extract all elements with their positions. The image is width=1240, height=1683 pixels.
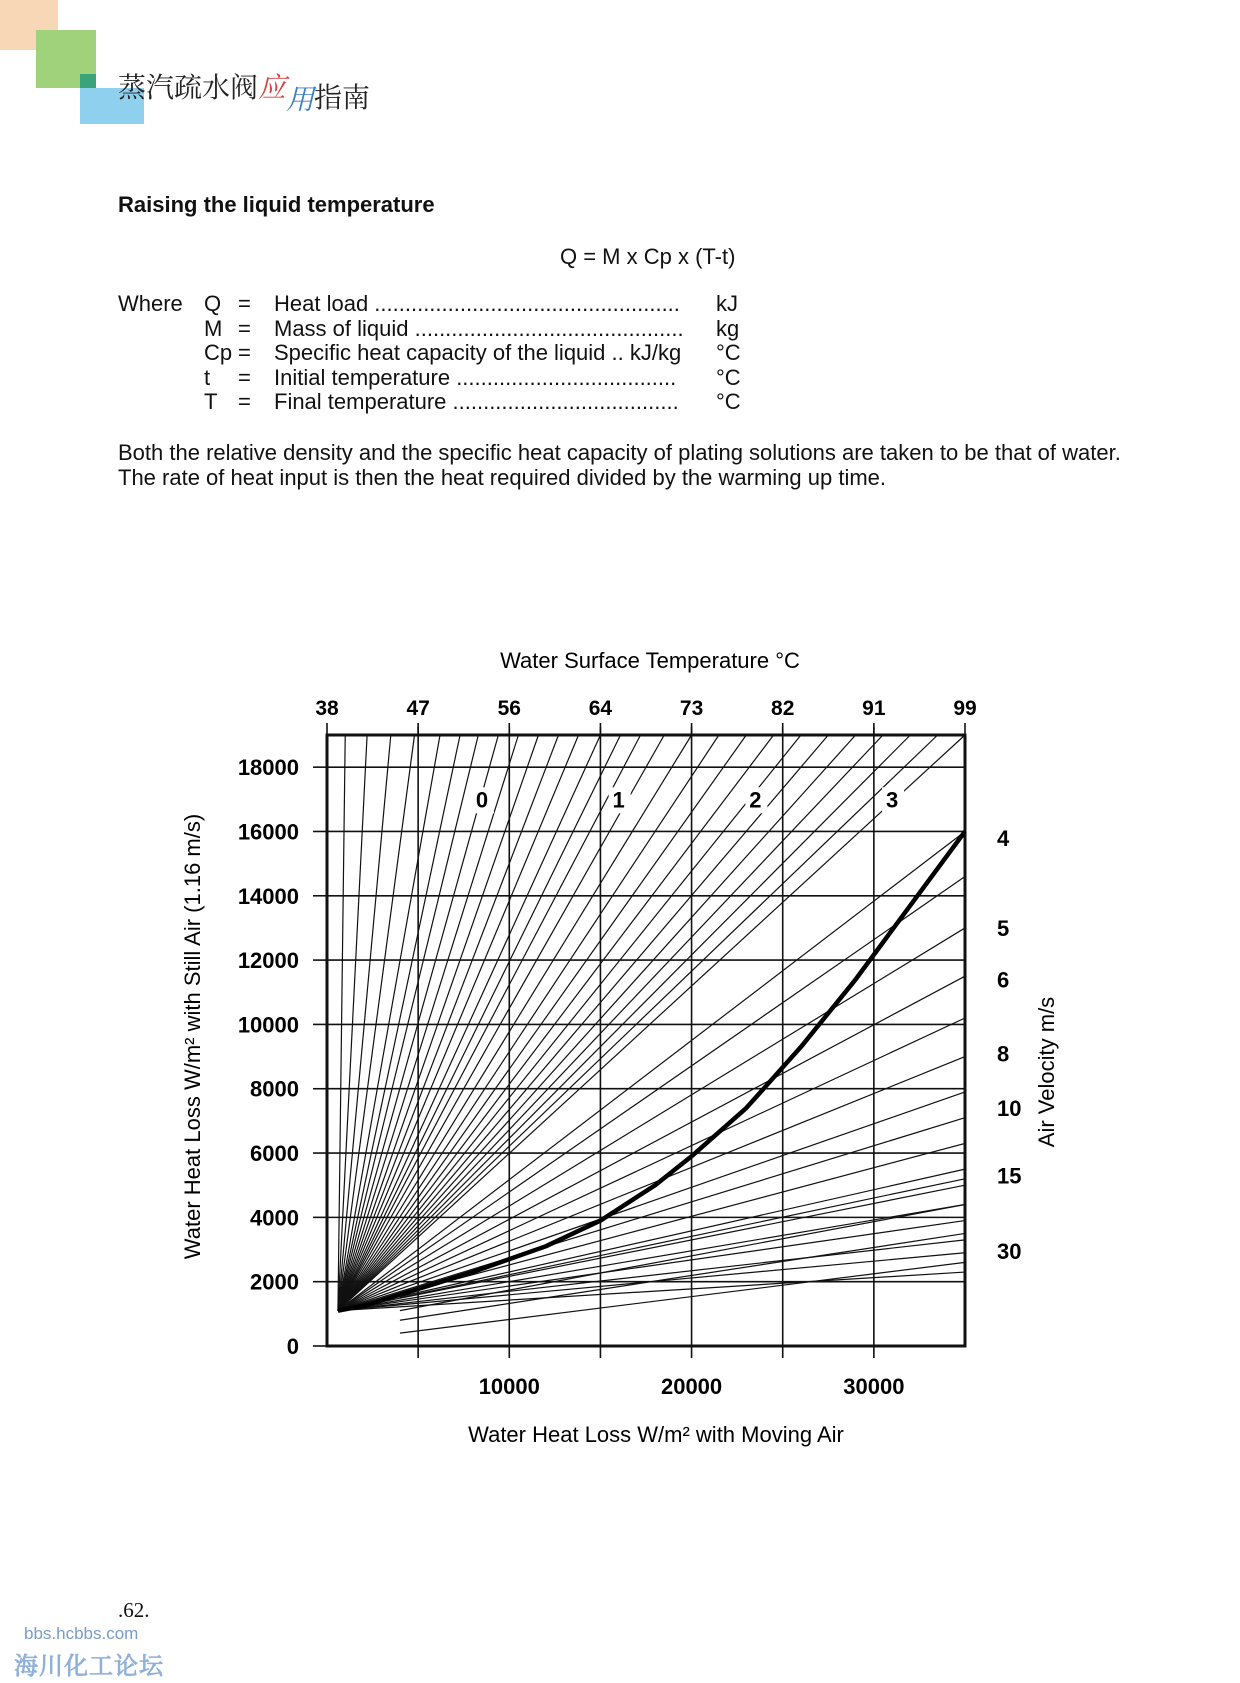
velocity-line: [338, 735, 559, 1311]
logo-square-teal: [80, 74, 96, 88]
header-title-main: 蒸汽疏水阀: [118, 71, 259, 104]
y-tick-label: 12000: [237, 948, 299, 974]
definition-symbol: M: [204, 315, 223, 341]
definition-description: Final temperature .....................................: [274, 389, 679, 414]
definition-description: Mass of liquid ............................................: [274, 315, 684, 341]
top-axis-tick-label: 56: [497, 697, 521, 720]
y-tick-label: 16000: [237, 819, 299, 845]
definition-symbol: Cp: [204, 340, 233, 365]
velocity-label: 4: [997, 825, 1010, 851]
velocity-line: [338, 1221, 965, 1311]
velocity-line: [338, 831, 965, 1310]
velocity-label: 3: [885, 787, 899, 813]
x-tick-label: 30000: [843, 1374, 905, 1399]
definition-equals: =: [238, 389, 251, 414]
heat-loss-chart: [0, 620, 1240, 1470]
chart-title: Water Surface Temperature °C: [500, 648, 800, 673]
velocity-label: 15: [997, 1163, 1022, 1189]
velocity-line: [338, 735, 600, 1311]
velocity-line: [338, 735, 910, 1311]
y-tick-label: 2000: [250, 1269, 299, 1295]
velocity-line: [338, 735, 440, 1311]
definition-symbol: Q: [204, 291, 222, 316]
definition-equals: =: [238, 364, 251, 390]
header-title: [118, 66, 371, 116]
page-number: .62.: [118, 1598, 150, 1622]
velocity-line: [338, 735, 801, 1311]
velocity-label: 8: [997, 1041, 1010, 1067]
y-axis-label: Water Heat Loss W/m² with Still Air (1.16 m/s): [180, 813, 205, 1260]
y-tick-label: 4000: [250, 1205, 299, 1231]
velocity-line: [338, 876, 965, 1310]
y-tick-label: 18000: [237, 755, 299, 781]
definition-equals: =: [238, 315, 251, 341]
velocity-label: 5: [997, 915, 1010, 941]
velocity-line: [338, 1018, 965, 1311]
definition-description: Specific heat capacity of the liquid .. kJ/kg: [274, 340, 682, 365]
header-title-accent-2: 用: [286, 83, 315, 116]
top-axis-tick-label: 99: [953, 697, 977, 720]
heat-formula: Q = M x Cp x (T-t): [560, 244, 736, 269]
y-tick-label: 8000: [250, 1076, 299, 1102]
definition-unit: °C: [716, 340, 741, 365]
velocity-line: [338, 735, 539, 1311]
velocity-line: [338, 976, 965, 1310]
velocity-line: [338, 1057, 965, 1311]
velocity-line: [338, 735, 367, 1311]
x-tick-label: 10000: [478, 1374, 540, 1399]
velocity-line: [338, 1240, 965, 1311]
definition-unit: °C: [716, 389, 741, 414]
y-tick-label: 6000: [250, 1141, 299, 1167]
definition-equals: =: [238, 291, 251, 316]
velocity-label: 30: [997, 1239, 1022, 1265]
definition-description: Heat load ..................................................: [274, 291, 680, 316]
section-heading: Raising the liquid temperature: [118, 192, 435, 217]
y-tick-label: 0: [286, 1334, 299, 1359]
top-axis-tick-label: 82: [771, 697, 795, 720]
watermark-name: 海川化工论坛: [14, 1652, 164, 1680]
x-axis-label: Water Heat Loss W/m² with Moving Air: [468, 1422, 844, 1447]
velocity-label: 1: [612, 787, 625, 813]
top-axis-tick-label: 91: [862, 697, 886, 720]
velocity-label: 2: [749, 787, 762, 813]
velocity-label: 6: [997, 967, 1010, 993]
velocity-line: [338, 735, 883, 1311]
body-paragraph: Both the relative density and the specific heat capacity of plating solutions are taken to be that of water. The rate of heat input is then the heat required divided by the warming up time.: [118, 440, 1121, 490]
definition-unit: kg: [716, 315, 740, 341]
definition-symbol: t: [204, 364, 211, 390]
right-axis-label: Air Velocity m/s: [1034, 996, 1059, 1148]
x-tick-label: 20000: [660, 1374, 723, 1399]
where-label: Where: [118, 291, 183, 316]
velocity-line: [338, 1169, 965, 1310]
y-tick-label: 14000: [237, 883, 299, 909]
definition-description: Initial temperature ....................................: [274, 364, 677, 390]
definition-symbol: T: [204, 389, 218, 414]
velocity-label: 0: [475, 787, 489, 813]
definition-unit: kJ: [716, 291, 738, 316]
velocity-line: [400, 1262, 965, 1333]
top-axis-tick-label: 73: [679, 697, 704, 720]
top-axis-tick-label: 38: [315, 697, 339, 720]
header-logo-blocks: [0, 0, 200, 130]
velocity-line: [338, 735, 345, 1311]
watermark-url: bbs.hcbbs.com: [24, 1624, 139, 1643]
header-title-accent-1: 应: [258, 71, 287, 104]
top-axis-tick-label: 47: [406, 697, 430, 720]
velocity-label: 10: [997, 1096, 1022, 1122]
velocity-line: [400, 1179, 965, 1298]
top-axis-tick-label: 64: [588, 697, 613, 720]
definition-unit: °C: [716, 364, 741, 390]
velocity-line: [338, 735, 965, 1311]
velocity-line: [338, 735, 828, 1311]
y-tick-label: 10000: [237, 1012, 299, 1038]
definition-equals: =: [238, 340, 251, 365]
header-title-tail: 指南: [314, 81, 371, 114]
